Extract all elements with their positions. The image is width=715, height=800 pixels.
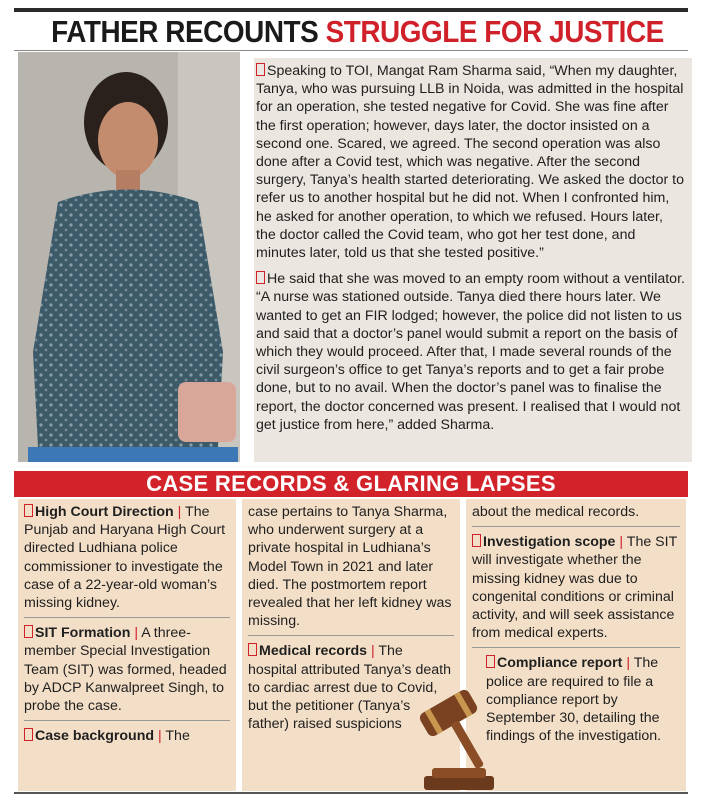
case-records-band: CASE RECORDS & GLARING LAPSES [14, 471, 688, 497]
case-records [18, 499, 686, 791]
record-high-court: High Court Direction | The Punjab and Haryana High Court directed Ludhiana police commissioner to investigate the case of a 22-year-old woman’s missing kidney. [24, 504, 226, 612]
record-background-cont: case pertains to Tanya Sharma, who underwent surgery at a private hospital in Ludhiana’s Model Town in 2021 and later died. The postmortem report revealed that her left kidney was missing. [248, 504, 452, 630]
headline-rule [14, 50, 688, 51]
records-column-1 [18, 499, 236, 791]
divider [248, 635, 454, 636]
bottom-rule [14, 792, 688, 794]
record-sit: SIT Formation | A three-member Special Investigation Team (SIT) was formed, headed by ADCP Kanwalpreet Singh, to probe the case. [24, 625, 227, 715]
record-compliance: Compliance report | The police are required to file a compliance report by September 30, detailing the findings of the investigation. [486, 655, 662, 745]
story-paragraph-1: Speaking to TOI, Mangat Ram Sharma said, “When my daughter, Tanya, who was pursuing LLB in Noida, was admitted in the hospital for an operation, she tested negative for Covid. She was fine after the first operation; however, days later, the doctor insisted on a second one. Scared, we agreed. The second operation was also done after a Covid test, which was negative. After the second surgery, Tanya’s health started deteriorating. We asked the doctor to refer us to another hospital but he did not. When I confronted him, he asked for another operation, to which we refused. Hours later, the doctor called the Covid team, who got her test done, and minutes later, told us that she tested positive.” [256, 63, 684, 262]
record-medical: Medical records | The hospital attributed Tanya’s death to cardiac arrest due to Covid, but the petitioner (Tanya’s father) raised suspicions [248, 643, 451, 733]
bullet-icon [24, 504, 33, 517]
bullet-icon [256, 271, 265, 284]
divider [24, 720, 230, 721]
headline [36, 12, 680, 52]
headline-part-1: FATHER RECOUNTS [51, 14, 326, 49]
record-background-start: Case background | The [24, 727, 230, 745]
bullet-icon [486, 655, 495, 668]
headline-part-2: STRUGGLE FOR JUSTICE [325, 14, 664, 49]
story-paragraph-2: He said that she was moved to an empty room without a ventilator. “A nurse was stationed outside. Tanya died there hours later. We wanted to get an FIR lodged; however, the police did not listen to us and said that a doctor’s panel would submit a report on the basis of which they would proceed. After that, I made several rounds of the civil surgeon’s office to get Tanya’s reports and to get a fair probe done, but to no avail. When the doctor’s panel was to finalise the report, the doctor concerned was present. I realised that I would not get justice from here,” added Sharma. [256, 271, 685, 433]
divider [472, 647, 680, 648]
bullet-icon [256, 63, 265, 76]
woman-portrait-photo [18, 52, 240, 462]
father-story [254, 58, 692, 462]
divider [24, 617, 230, 618]
bullet-icon [472, 534, 481, 547]
bullet-icon [248, 643, 257, 656]
record-scope: Investigation scope | The SIT will investigate whether the missing kidney was due to congenital conditions or criminal activity, and will seek assistance from medical experts. [472, 534, 677, 642]
record-medical-cont: about the medical records. [472, 504, 640, 520]
bullet-icon [24, 728, 33, 741]
gavel-icon [406, 676, 506, 794]
bullet-icon [24, 625, 33, 638]
divider [472, 526, 680, 527]
